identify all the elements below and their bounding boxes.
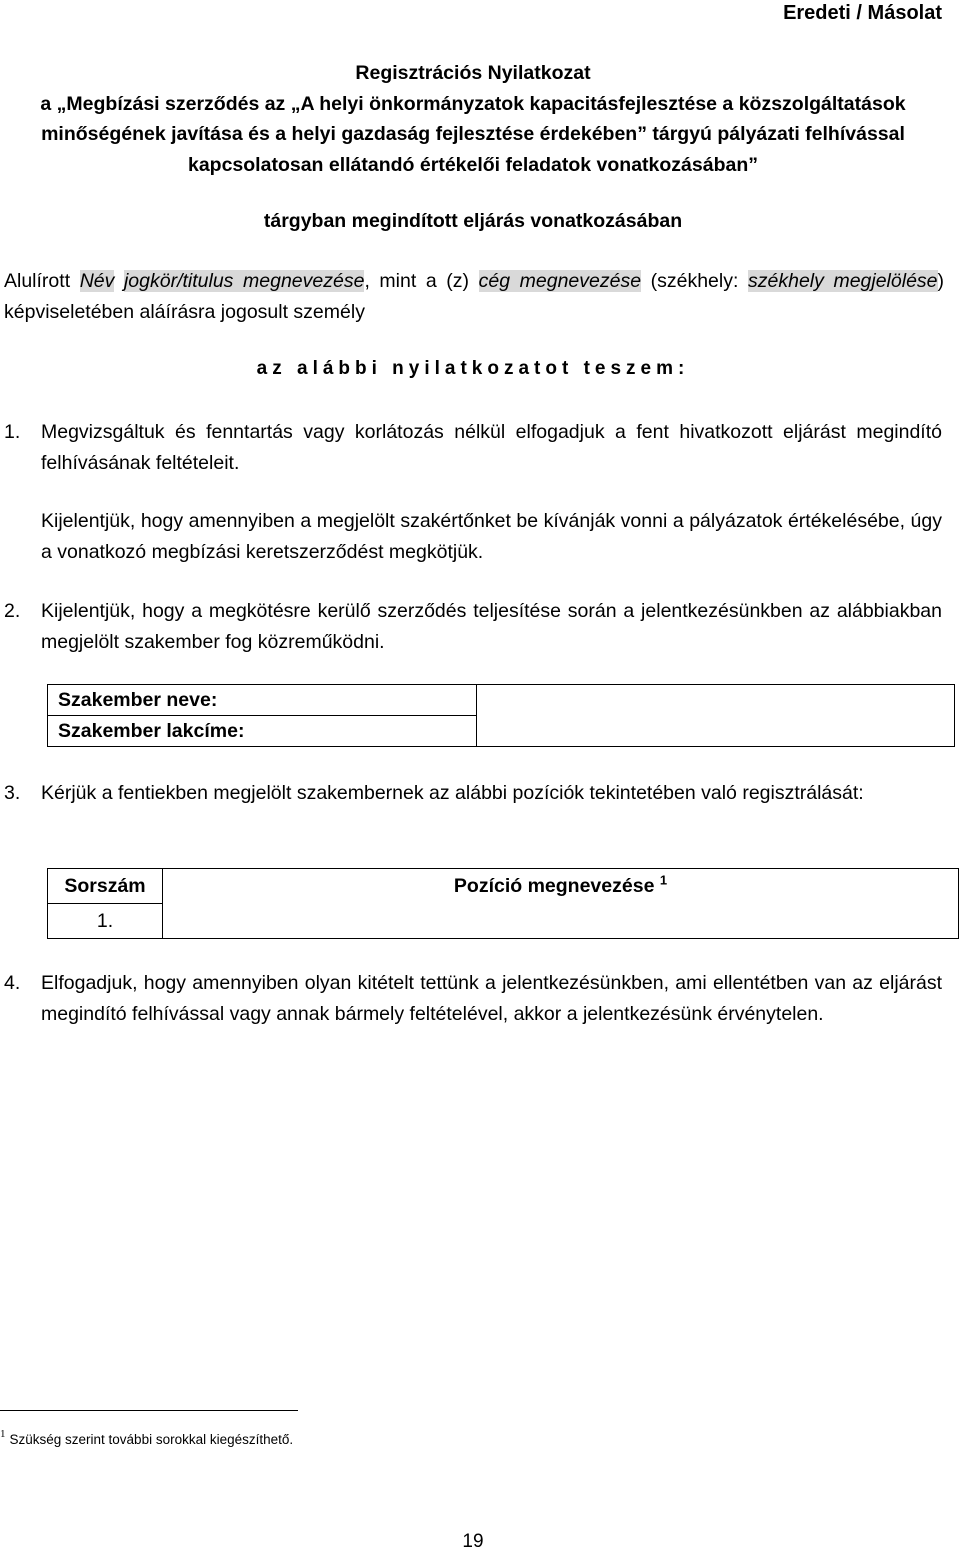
original-copy-label: Eredeti / Másolat <box>783 2 942 24</box>
expert-address-label: Szakember lakcíme: <box>48 716 477 747</box>
intro-text-4: (székhely: <box>641 270 748 292</box>
intro-text-2 <box>114 270 124 292</box>
seat-field: székhely megjelölése <box>748 270 938 292</box>
footnote-divider <box>0 1410 298 1411</box>
intro-text-1: Alulírott <box>4 270 80 292</box>
title-line-1: Regisztrációs Nyilatkozat <box>355 62 591 84</box>
position-table <box>47 868 959 939</box>
item-text: Megvizsgáltuk és fenntartás vagy korlátozás nélkül elfogadjuk a fent hivatkozott eljárást megindító felhívásának feltételeit. <box>41 421 942 474</box>
item-1-continuation: Kijelentjük, hogy amennyiben a megjelölt szakértőnket be kívánják vonni a pályázatok értékelésébe, úgy a vonatkozó megbízási keretszerződést megkötjük. <box>41 510 942 563</box>
item-text: Elfogadjuk, hogy amennyiben olyan kitételt tettünk a jelentkezésünkben, ami ellentétben van az eljárást megindító felhívással vagy annak bármely feltételével, akkor a jelentkezésünk érvénytelen. <box>41 972 942 1025</box>
title-line-3: minőségének javítása és a helyi gazdaság fejlesztése érdekében” tárgyú pályázati felhívással <box>41 123 905 145</box>
name-field: Név <box>79 270 115 292</box>
item-3 <box>4 778 942 809</box>
expert-name-label: Szakember neve: <box>48 685 477 716</box>
column-header-position <box>163 869 959 939</box>
subject-line: tárgyban megindított eljárás vonatkozásában <box>263 210 683 232</box>
item-text: Kérjük a fentiekben megjelölt szakembernek az alábbi pozíciók tekintetében való regisztrálását: <box>41 782 864 804</box>
title-line-4: kapcsolatosan ellátandó értékelői feladatok vonatkozásában” <box>187 153 759 176</box>
item-number: 3. <box>4 782 21 804</box>
footnote-text: Szükség szerint további sorokkal kiegészíthető. <box>9 1432 294 1447</box>
item-2 <box>4 596 942 657</box>
intro-text-5: ) képviseletében aláírásra jogosult személy <box>4 270 945 323</box>
footnote-mark: 1 <box>0 1428 6 1440</box>
row-number-cell: 1. <box>48 904 163 939</box>
item-4 <box>4 968 942 1029</box>
page-number: 19 <box>462 1531 484 1552</box>
company-field: cég megnevezése <box>478 270 642 292</box>
title-field: jogkör/titulus megnevezése <box>123 270 365 292</box>
expert-value-cell[interactable] <box>477 685 955 747</box>
item-text: Kijelentjük, hogy a megkötésre kerülő szerződés teljesítése során a jelentkezésünkben az alábbiakban megjelölt szakember fog közreműködni. <box>41 600 942 653</box>
item-number: 4. <box>4 972 21 994</box>
item-number: 2. <box>4 600 21 622</box>
expert-table <box>47 684 955 747</box>
title-line-2: a „Megbízási szerződés az „A helyi önkormányzatok kapacitásfejlesztése a közszolgáltatások <box>40 92 906 115</box>
item-number: 1. <box>4 421 21 443</box>
column-header-position-label: Pozíció megnevezése <box>453 875 655 897</box>
declaration-heading: az alábbi nyilatkozatot teszem: <box>256 358 690 379</box>
column-header-number: Sorszám <box>48 869 163 904</box>
footnote-reference: 1 <box>659 872 668 888</box>
item-1 <box>4 417 942 478</box>
intro-paragraph <box>4 266 944 327</box>
table-row <box>48 685 955 716</box>
document-title <box>0 58 946 180</box>
intro-text-3: , mint a (z) <box>364 270 479 292</box>
table-header-row <box>48 869 959 904</box>
footnote <box>0 1430 293 1451</box>
